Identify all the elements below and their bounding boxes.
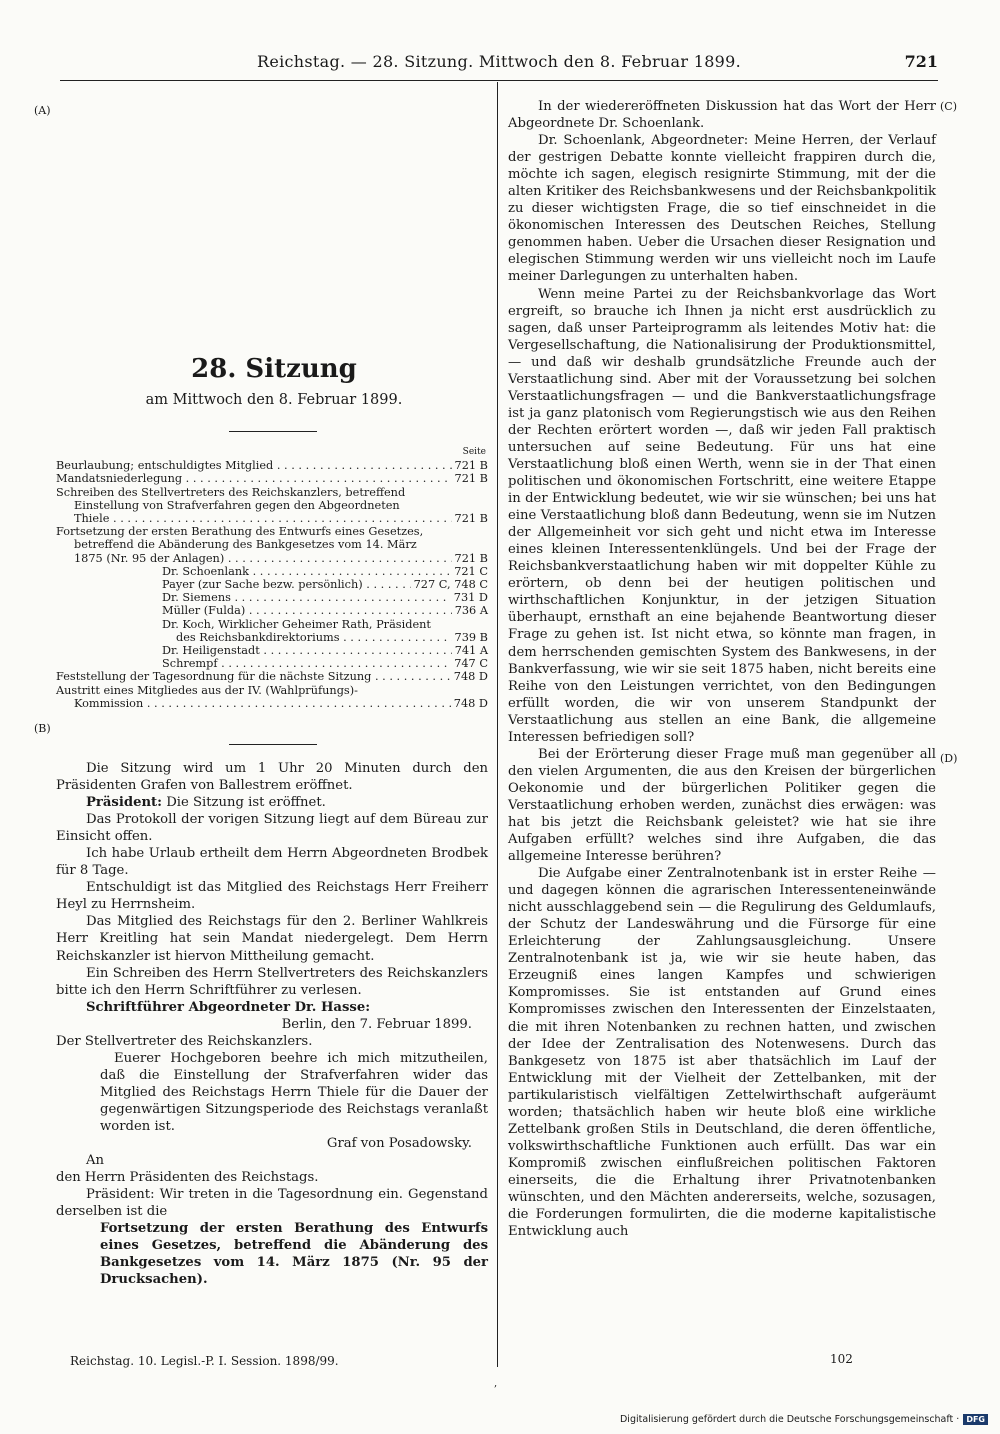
credit-text: Digitalisierung gefördert durch die Deutsche Forschungsgemeinschaft ·	[619, 1414, 960, 1425]
toc-entry-text: Payer (zur Sache bezw. persönlich) . . .	[162, 578, 411, 591]
president-paragraph	[56, 794, 488, 811]
margin-mark-c: (C)	[940, 100, 957, 113]
toc-entry	[56, 684, 488, 697]
toc-entry	[56, 472, 488, 485]
letter-address-an: An	[86, 1153, 105, 1169]
letter-signature: Graf von Posadowsky.	[326, 1136, 472, 1152]
toc-entry-text: Dr. Schoenlank . . .	[162, 565, 451, 578]
margin-mark-a: (A)	[34, 104, 51, 117]
secretary-paragraph: Schriftführer Abgeordneter Dr. Hasse:	[86, 999, 371, 1015]
schoenlank-paragraph-3: Bei der Erörterung dieser Frage muß man gegenüber all den vielen Argumenten, die aus den Kreisen der bürgerlichen Oekonomie und der bürgerlichen Politiker gegen die Verstaatlichung erhoben werden, zunächst dies erwägen: was hat bis jetzt die Reichsbank geleistet? wie hat sie ihre Aufgaben erfüllt? welches sind ihre Aufgaben, die das allgemeine Interesse berühren?	[508, 746, 936, 865]
schoenlank-paragraph-2: Wenn meine Partei zu der Reichsbankvorlage das Wort ergreift, so brauche ich Ihnen ja nicht erst ausdrücklich zu sagen, daß unser Parteiprogramm als leitendes Motiv hat: die Vergesellschaftung, die Nationalisirung der Produktionsmittel, — und daß wir deshalb grundsätzliche Freunde auch der Verstaatlichung sind. Aber mit der Voraussetzung bei solchen Verstaatlichungsfragen — und die Bankverstaatlichungsfrage ist ja ganz platonisch vom Regierungstisch wie aus den Reihen der Rechten erörtert worden —, daß wir jeden Fall praktisch untersuchen auf seine Bedeutung. Für uns hat eine Verstaatlichung bloß einen Werth, wenn sie in der That einen politischen und ökonomischen Fortschritt, eine weitere Etappe in der Entwicklung bedeutet, wie wir sie wünschen; bei uns hat eine Verstaatlichung bloß dann Bedeutung, wenn sie im Nutzen der Allgemeinheit vor sich geht und nicht etwa im Interesse eines kleinen Interessentenklüngels. Und bei der Frage der Reichsbankverstaatlichung haben wir mit doppelter Kühle zu erörtern, ob denn bei der heutigen politischen und wirthschaftlichen Konjunktur, in der jetzigen Situation überhaupt, ernsthaft an eine bejahende Beantwortung dieser Frage zu gehen ist. Ist nicht etwa, so könnte man fragen, in dem herrschenden gemischten System des Bankwesens, in der Bankverfassung, wie wir sie seit 1875 haben, nicht bereits eine Reihe von den Leistungen verrichtet, von den Bedingungen erfüllt worden, die wir von unserem Standpunkt der Verstaatlichung aus stellen an eine Bank, die allgemeine Interessen befriedigen soll?	[508, 286, 936, 745]
toc-entry-page: 748 D	[453, 670, 488, 684]
column-divider	[497, 82, 498, 1367]
running-title: Reichstag. — 28. Sitzung. Mittwoch den 8. Februar 1899.	[256, 52, 742, 71]
toc-entry	[56, 499, 488, 512]
toc-entry-page: 731 D	[453, 591, 488, 605]
toc-entry-text: 1875 (Nr. 95 der Anlagen) . . .	[74, 552, 452, 565]
toc-entry-page: 741 A	[454, 644, 488, 658]
toc-entry	[56, 644, 488, 657]
letter-body: Euerer Hochgeboren beehre ich mich mitzutheilen, daß die Einstellung der Strafverfahren wider das Mitglied des Reichstags Herrn Thiele für die Dauer der gegenwärtigen Sitzungsperiode des Reichstags veranlaßt worden ist.	[100, 1050, 488, 1134]
right-column-body	[508, 98, 936, 1240]
toc-entry	[56, 670, 488, 683]
toc-entry	[56, 631, 488, 644]
toc-entry-text: Dr. Heiligenstadt . . .	[162, 644, 452, 657]
short-rule	[229, 431, 317, 432]
toc-entry	[56, 618, 488, 631]
toc-column-head: Seite	[462, 447, 486, 457]
page-number: 721	[904, 52, 938, 71]
mid-rule	[229, 744, 317, 745]
left-column-body	[56, 760, 488, 1288]
toc-entry-text: Kommission . . .	[74, 697, 451, 710]
toc-entry-page: 736 A	[454, 604, 488, 618]
letter-intro-paragraph: Ein Schreiben des Herrn Stellvertreters des Reichskanzlers bitte ich den Herrn Schriftführer zu verlesen.	[56, 965, 488, 998]
toc-entry-page: 747 C	[454, 657, 488, 671]
session-date: am Mittwoch den 8. Februar 1899.	[145, 392, 403, 408]
toc-entry-text: des Reichsbankdirektoriums . . .	[176, 631, 452, 644]
excused-paragraph: Entschuldigt ist das Mitglied des Reichstags Herr Freiherr Heyl zu Herrnsheim.	[56, 880, 488, 913]
table-of-contents	[56, 446, 488, 710]
letter-address: den Herrn Präsidenten des Reichstags.	[56, 1170, 319, 1186]
toc-entry-text: Einstellung von Strafverfahren gegen den Abgeordneten	[74, 498, 400, 512]
toc-entry-page: 721 B	[454, 512, 488, 526]
toc-entry-text: Mandatsniederlegung . . .	[56, 472, 452, 485]
toc-entry	[56, 525, 488, 538]
toc-entry-text: Dr. Siemens . . .	[162, 591, 451, 604]
footer-mark: ,	[494, 1378, 498, 1389]
letter-date: Berlin, den 7. Februar 1899.	[281, 1016, 472, 1032]
toc-entry-text: Thiele . . .	[74, 512, 452, 525]
protocol-paragraph: Das Protokoll der vorigen Sitzung liegt auf dem Büreau zur Einsicht offen.	[56, 812, 488, 845]
toc-entry-text: Dr. Koch, Wirklicher Geheimer Rath, Präsident	[162, 617, 431, 631]
toc-entry	[56, 552, 488, 565]
toc-entry-page: 739 B	[454, 630, 488, 644]
toc-entry-page: 727 C, 748 C	[413, 578, 488, 592]
toc-entry	[56, 459, 488, 472]
toc-entry-page: 721 B	[454, 472, 488, 486]
president-opening-text: Die Sitzung ist eröffnet.	[166, 795, 326, 811]
footer-sheet-number: 102	[830, 1352, 853, 1366]
toc-entry-text: Schrempf . . .	[162, 657, 451, 670]
toc-entry-text: Austritt eines Mitgliedes aus der IV. (Wahlprüfungs)-	[56, 683, 358, 697]
toc-entry	[56, 512, 488, 525]
letter-sender: Der Stellvertreter des Reichskanzlers.	[56, 1033, 313, 1049]
toc-entry	[56, 578, 488, 591]
dfg-logo-icon: DFG	[963, 1414, 988, 1425]
right-intro-paragraph: In der wiedereröffneten Diskussion hat das Wort der Herr Abgeordnete Dr. Schoenlank.	[508, 99, 936, 132]
toc-entry-text: Schreiben des Stellvertreters des Reichskanzlers, betreffend	[56, 485, 406, 499]
toc-entry	[56, 657, 488, 670]
toc-entry-page: 748 D	[453, 696, 488, 710]
toc-entry-page: 721 B	[454, 459, 488, 473]
opening-paragraph: Die Sitzung wird um 1 Uhr 20 Minuten durch den Präsidenten Grafen von Ballestrem eröffnet.	[56, 761, 488, 794]
toc-entry	[56, 591, 488, 604]
toc-entry	[56, 538, 488, 551]
toc-entry-text: Feststellung der Tagesordnung für die nächste Sitzung . . .	[56, 670, 451, 683]
toc-entry	[56, 604, 488, 617]
footer-source: Reichstag. 10. Legisl.-P. I. Session. 1898/99.	[70, 1354, 339, 1368]
toc-entry-text: Müller (Fulda) . . .	[162, 604, 452, 617]
page-header	[60, 52, 938, 76]
toc-entry-text: Fortsetzung der ersten Berathung des Entwurfs eines Gesetzes,	[56, 525, 424, 539]
toc-entry-page: 721 B	[454, 551, 488, 565]
toc-entry	[56, 697, 488, 710]
margin-mark-d: (D)	[940, 752, 958, 765]
session-heading: 28. Sitzung	[191, 354, 357, 384]
agenda-paragraph: Präsident: Wir treten in die Tagesordnung ein. Gegenstand derselben ist die	[56, 1187, 488, 1220]
digitization-credit	[620, 1414, 988, 1425]
leave-paragraph: Ich habe Urlaub ertheilt dem Herrn Abgeordneten Brodbek für 8 Tage.	[56, 846, 488, 879]
margin-mark-b: (B)	[34, 722, 51, 735]
speaker-label: Präsident:	[86, 795, 163, 811]
toc-entry-page: 721 C	[454, 564, 488, 578]
agenda-item: Fortsetzung der ersten Berathung des Entwurfs eines Gesetzes, betreffend die Abänderung des Bankgesetzes vom 14. März 1875 (Nr. 95 der Drucksachen).	[100, 1221, 488, 1288]
toc-entry	[56, 565, 488, 578]
schoenlank-paragraph-4: Die Aufgabe einer Zentralnotenbank ist in erster Reihe — und dagegen können die agrarischen Interessenteneinwände nicht ausschlaggebend sein — die Regulirung des Geldumlaufs, der Schutz der Landeswährung und die Fürsorge für eine Erleichterung der Zahlungsausgleichung. Unsere Zentralnotenbank ist ja, wie wir sie heute haben, das Erzeugniß eines langen Kampfes und schwierigen Kompromisses. Sie ist entstanden auf Grund eines Kompromisses zwischen den Interessenten der Einzelstaaten, die mit ihren Notenbanken zu rechnen hatten, und zwischen der Idee der Zentralisation des Notenwesens. Durch das Bankgesetz von 1875 ist aber thatsächlich im Lauf der Entwicklung mit der Vielheit der Zettelbanken, mit der partikularistisch vielfältigen Zettelwirthschaft aufgeräumt worden; thatsächlich haben wir heute bloß eine wirkliche Zettelbank großen Stils in Deutschland, die deren öffentliche, volkswirthschaftliche Funktionen auch erfüllt. Das war ein Kompromiß zwischen einflußreichen politischen Faktoren einerseits, die die Erhaltung ihrer Privatnotenbanken wünschten, und den Mächten andererseits, welche, sozusagen, die Forderungen formulirten, die die moderne kapitalistische Entwicklung auch	[508, 866, 936, 1240]
toc-entry	[56, 486, 488, 499]
header-rule	[60, 80, 938, 81]
schoenlank-paragraph-1: Dr. Schoenlank, Abgeordneter: Meine Herren, der Verlauf der gestrigen Debatte konnte vielleicht frappiren durch die, möchte ich sagen, elegisch resignirte Stimmung, mit der die alten Kritiker des Reichsbankwesens und der Reichsbankpolitik zu dieser wichtigsten Frage, die so tief einschneidet in die ökonomischen Interessen des Deutschen Reiches, Stellung genommen haben. Ueber die Ursachen dieser Resignation und elegischen Stimmung werden wir uns vielleicht noch im Laufe meiner Darlegungen zu unterhalten haben.	[508, 133, 936, 285]
toc-entry-text: betreffend die Abänderung des Bankgesetzes vom 14. März	[74, 538, 417, 552]
toc-entry-text: Beurlaubung; entschuldigtes Mitglied . . .	[56, 459, 452, 472]
mandate-paragraph: Das Mitglied des Reichstags für den 2. Berliner Wahlkreis Herr Kreitling hat sein Mandat niedergelegt. Dem Herrn Reichskanzler ist hiervon Mittheilung gemacht.	[56, 914, 488, 964]
